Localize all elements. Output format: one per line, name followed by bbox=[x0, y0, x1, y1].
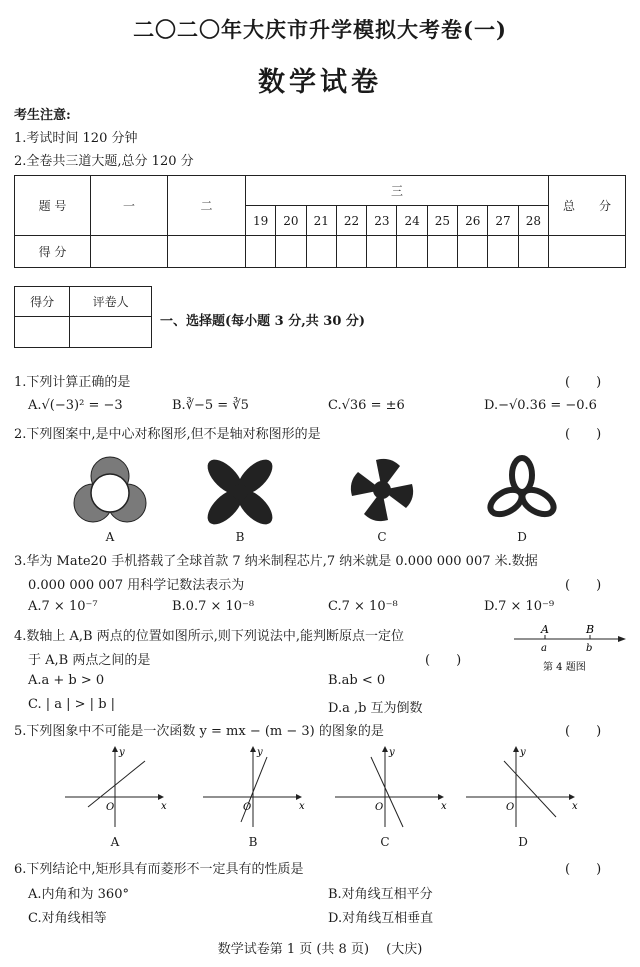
subject-title: 数学试卷 bbox=[258, 67, 382, 98]
q4-option-c: C. | a | > | b | bbox=[28, 697, 116, 712]
q4-stem-line2: 于 A,B 两点之间的是 bbox=[28, 653, 151, 668]
q5-label-b: B bbox=[248, 835, 258, 849]
score-cell[interactable] bbox=[518, 236, 548, 268]
q3-option-b: B.0.7 × 10⁻⁸ bbox=[172, 599, 255, 614]
q-number: 20 bbox=[276, 206, 306, 236]
q5-label-c: C bbox=[380, 835, 390, 849]
graph-d bbox=[466, 747, 578, 827]
score-cell[interactable] bbox=[91, 236, 168, 268]
answer-paren[interactable]: ( ) bbox=[565, 724, 602, 739]
label-A: A bbox=[541, 623, 549, 636]
svg-text:y: y bbox=[119, 747, 125, 758]
notice-item: 1.考试时间 120 分钟 bbox=[14, 131, 138, 146]
answer-paren[interactable]: ( ) bbox=[565, 375, 602, 390]
q3-stem-line2: 0.000 000 007 用科学记数法表示为 bbox=[28, 578, 245, 593]
col-title: 题 号 bbox=[15, 176, 91, 236]
svg-text:O: O bbox=[375, 802, 384, 813]
q6-option-b: B.对角线互相平分 bbox=[328, 887, 433, 902]
figure-d-trefoil bbox=[486, 458, 557, 519]
figure-caption: 第 4 题图 bbox=[543, 662, 586, 673]
answer-paren[interactable]: ( ) bbox=[565, 427, 602, 442]
q-number: 24 bbox=[397, 206, 427, 236]
score-cell[interactable] bbox=[168, 236, 246, 268]
label-a: a bbox=[541, 643, 547, 654]
function-line bbox=[371, 757, 403, 827]
q-number: 23 bbox=[367, 206, 397, 236]
q4-option-d: D.a ,b 互为倒数 bbox=[328, 701, 423, 716]
score-table bbox=[14, 175, 626, 268]
q6-stem: 6.下列结论中,矩形具有而菱形不一定具有的性质是 bbox=[14, 862, 304, 877]
grader-reviewer-cell[interactable] bbox=[70, 317, 152, 348]
q6-option-a: A.内角和为 360° bbox=[28, 887, 129, 902]
q1-option-d: D.−√0.36 = −0.6 bbox=[484, 398, 597, 413]
svg-text:x: x bbox=[441, 801, 447, 812]
score-cell[interactable] bbox=[427, 236, 457, 268]
notice-heading: 考生注意: bbox=[14, 108, 71, 123]
q-number: 22 bbox=[336, 206, 366, 236]
answer-paren[interactable]: ( ) bbox=[565, 862, 602, 877]
exam-title: 二〇二〇年大庆市升学模拟大考卷(一) bbox=[133, 17, 507, 42]
notice-item: 2.全卷共三道大题,总分 120 分 bbox=[14, 154, 194, 169]
q5-stem: 5.下列图象中不可能是一次函数 y = mx − (m − 3) 的图象的是 bbox=[14, 724, 384, 739]
svg-text:O: O bbox=[506, 802, 515, 813]
q3-stem-line1: 3.华为 Mate20 手机搭载了全球首款 7 纳米制程芯片,7 纳米就是 0.000 000 007 米.数据 bbox=[14, 554, 538, 569]
q4-number-line-figure bbox=[510, 622, 628, 677]
q5-label-a: A bbox=[110, 835, 120, 849]
grader-score-label: 得分 bbox=[15, 287, 70, 317]
arrow-icon bbox=[618, 636, 626, 642]
grader-score-cell[interactable] bbox=[15, 317, 70, 348]
q2-label-d: D bbox=[517, 530, 527, 544]
q6-option-d: D.对角线互相垂直 bbox=[328, 911, 434, 926]
score-cell[interactable] bbox=[549, 236, 626, 268]
answer-paren[interactable]: ( ) bbox=[565, 578, 602, 593]
score-cell[interactable] bbox=[246, 236, 276, 268]
score-cell[interactable] bbox=[276, 236, 306, 268]
q2-label-b: B bbox=[235, 530, 245, 544]
score-cell[interactable] bbox=[336, 236, 366, 268]
score-cell[interactable] bbox=[488, 236, 518, 268]
svg-text:O: O bbox=[243, 802, 252, 813]
figure-c-pinwheel bbox=[351, 459, 413, 521]
q3-option-a: A.7 × 10⁻⁷ bbox=[28, 599, 98, 614]
part1-header: 一 bbox=[91, 176, 168, 236]
part3-header: 三 bbox=[246, 176, 549, 206]
svg-text:O: O bbox=[106, 802, 115, 813]
q4-stem-line1: 4.数轴上 A,B 两点的位置如图所示,则下列说法中,能判断原点一定位 bbox=[14, 629, 405, 644]
q3-option-d: D.7 × 10⁻⁹ bbox=[484, 599, 555, 614]
q-number: 19 bbox=[246, 206, 276, 236]
figure-a-circles bbox=[74, 457, 146, 522]
q5-graphs bbox=[60, 742, 580, 837]
svg-text:y: y bbox=[257, 747, 263, 758]
score-row-label: 得 分 bbox=[15, 236, 91, 268]
q2-stem: 2.下列图案中,是中心对称图形,但不是轴对称图形的是 bbox=[14, 427, 321, 442]
q2-label-c: C bbox=[377, 530, 387, 544]
q-number: 21 bbox=[306, 206, 336, 236]
q3-option-c: C.7 × 10⁻⁸ bbox=[328, 599, 398, 614]
svg-text:y: y bbox=[520, 747, 526, 758]
score-cell[interactable] bbox=[397, 236, 427, 268]
q5-label-d: D bbox=[518, 835, 528, 849]
q6-option-c: C.对角线相等 bbox=[28, 911, 107, 926]
q-number: 28 bbox=[518, 206, 548, 236]
svg-text:x: x bbox=[161, 801, 167, 812]
section-heading: 一、选择题(每小题 3 分,共 30 分) bbox=[160, 314, 366, 329]
grader-table bbox=[14, 286, 152, 348]
answer-paren[interactable]: ( ) bbox=[425, 653, 462, 668]
graph-a bbox=[65, 747, 167, 827]
graph-b bbox=[203, 747, 305, 827]
q2-figures bbox=[60, 448, 580, 543]
part2-header: 二 bbox=[168, 176, 246, 236]
q2-label-a: A bbox=[105, 530, 115, 544]
score-cell[interactable] bbox=[367, 236, 397, 268]
svg-text:x: x bbox=[299, 801, 305, 812]
grader-reviewer-label: 评卷人 bbox=[70, 287, 152, 317]
svg-text:x: x bbox=[572, 801, 578, 812]
q1-stem: 1.下列计算正确的是 bbox=[14, 375, 131, 390]
figure-b-petals bbox=[202, 454, 279, 531]
score-cell[interactable] bbox=[458, 236, 488, 268]
label-B: B bbox=[586, 623, 595, 636]
q1-option-a: A.√(−3)² = −3 bbox=[28, 398, 123, 413]
q1-option-c: C.√36 = ±6 bbox=[328, 398, 405, 413]
graph-c bbox=[335, 747, 447, 827]
total-header: 总 分 bbox=[549, 176, 626, 236]
q4-option-b: B.ab < 0 bbox=[328, 673, 386, 688]
label-b: b bbox=[586, 643, 593, 654]
q-number: 25 bbox=[427, 206, 457, 236]
page-footer: 数学试卷第 1 页 (共 8 页) (大庆) bbox=[217, 942, 423, 957]
q1-option-b: B.∛−5 = ∛5 bbox=[172, 398, 249, 413]
score-cell[interactable] bbox=[306, 236, 336, 268]
svg-text:y: y bbox=[389, 747, 395, 758]
function-line bbox=[88, 761, 145, 807]
q-number: 27 bbox=[488, 206, 518, 236]
q4-option-a: A.a + b > 0 bbox=[28, 673, 105, 688]
q-number: 26 bbox=[458, 206, 488, 236]
